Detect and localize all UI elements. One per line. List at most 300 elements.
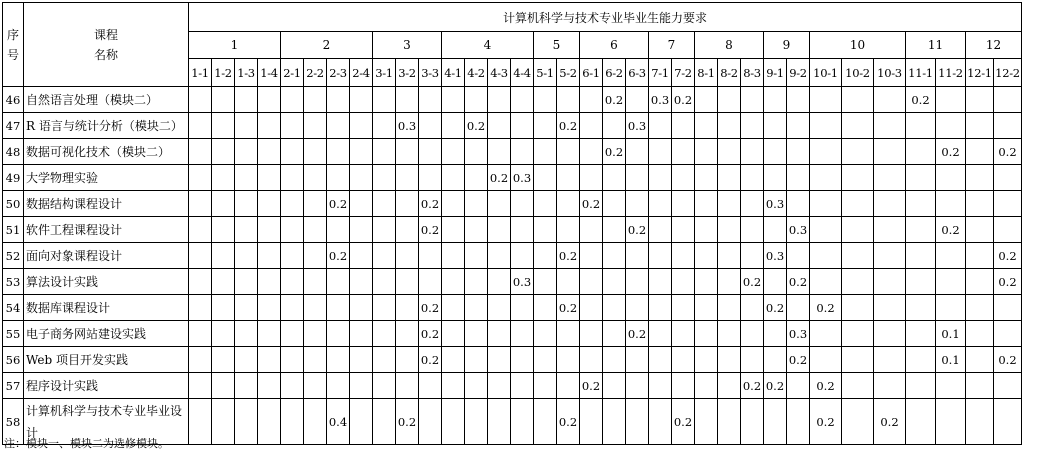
weight-cell: 0.2 [327, 191, 350, 217]
course-name: Web 项目开发实践 [24, 347, 189, 373]
weight-cell [442, 243, 465, 269]
weight-cell [695, 347, 718, 373]
weight-cell: 0.2 [419, 347, 442, 373]
weight-cell [936, 113, 966, 139]
weight-cell: 0.1 [936, 347, 966, 373]
weight-cell: 0.2 [603, 87, 626, 113]
weight-cell: 0.3 [764, 243, 787, 269]
weight-cell [258, 399, 281, 445]
weight-cell [373, 113, 396, 139]
weight-cell [603, 269, 626, 295]
weight-cell [994, 191, 1022, 217]
weight-cell [442, 321, 465, 347]
course-name: 算法设计实践 [24, 269, 189, 295]
weight-cell [764, 165, 787, 191]
table-row [3, 373, 1022, 399]
weight-cell: 0.3 [649, 87, 672, 113]
sub-requirement-header: 9-1 [764, 59, 787, 87]
weight-cell [842, 139, 874, 165]
weight-cell [419, 165, 442, 191]
sub-requirement-header: 10-1 [810, 59, 842, 87]
weight-cell [281, 321, 304, 347]
requirement-header: 7 [649, 32, 695, 59]
weight-cell [442, 191, 465, 217]
weight-cell [695, 321, 718, 347]
weight-cell [373, 321, 396, 347]
weight-cell [741, 217, 764, 243]
weight-cell [966, 347, 994, 373]
weight-cell [327, 347, 350, 373]
weight-cell [465, 269, 488, 295]
weight-cell [603, 295, 626, 321]
weight-cell: 0.3 [787, 217, 810, 243]
table-row [3, 295, 1022, 321]
sub-requirement-header: 4-2 [465, 59, 488, 87]
weight-cell [626, 269, 649, 295]
weight-cell [580, 399, 603, 445]
sub-requirement-header: 1-2 [212, 59, 235, 87]
weight-cell [842, 269, 874, 295]
weight-cell [465, 321, 488, 347]
table-row [3, 113, 1022, 139]
weight-cell [874, 295, 906, 321]
weight-cell [695, 191, 718, 217]
weight-cell [966, 243, 994, 269]
weight-cell [235, 347, 258, 373]
weight-cell [764, 399, 787, 445]
requirement-header: 4 [442, 32, 534, 59]
weight-cell [488, 269, 511, 295]
weight-cell [718, 347, 741, 373]
table-row [3, 139, 1022, 165]
weight-cell [511, 139, 534, 165]
weight-cell: 0.2 [580, 191, 603, 217]
weight-cell [580, 321, 603, 347]
weight-cell [842, 399, 874, 445]
weight-cell [327, 295, 350, 321]
weight-cell [741, 399, 764, 445]
weight-cell [649, 321, 672, 347]
sub-requirement-header: 11-1 [906, 59, 936, 87]
row-number: 58 [3, 399, 24, 445]
sub-requirement-header: 1-4 [258, 59, 281, 87]
weight-cell [419, 139, 442, 165]
weight-cell [488, 373, 511, 399]
weight-cell [212, 165, 235, 191]
weight-cell [235, 217, 258, 243]
course-name: 计算机科学与技术专业毕业设计 [24, 399, 189, 445]
weight-cell: 0.2 [419, 321, 442, 347]
weight-cell: 0.2 [603, 139, 626, 165]
course-name: 电子商务网站建设实践 [24, 321, 189, 347]
weight-cell [626, 399, 649, 445]
weight-cell [936, 295, 966, 321]
weight-cell [741, 321, 764, 347]
weight-cell [488, 139, 511, 165]
weight-cell [304, 139, 327, 165]
weight-cell [442, 347, 465, 373]
weight-cell [419, 87, 442, 113]
course-name: 程序设计实践 [24, 373, 189, 399]
sub-requirement-header: 1-3 [235, 59, 258, 87]
weight-cell [557, 165, 580, 191]
weight-cell [419, 243, 442, 269]
weight-cell [966, 191, 994, 217]
weight-cell [810, 243, 842, 269]
weight-cell [649, 113, 672, 139]
weight-cell [764, 347, 787, 373]
sub-requirement-header: 6-3 [626, 59, 649, 87]
weight-cell [327, 87, 350, 113]
weight-cell: 0.2 [741, 373, 764, 399]
weight-cell: 0.2 [626, 217, 649, 243]
sub-requirement-header: 3-3 [419, 59, 442, 87]
weight-cell: 0.2 [994, 269, 1022, 295]
weight-cell [874, 243, 906, 269]
weight-cell [649, 243, 672, 269]
table-row [3, 243, 1022, 269]
weight-cell [557, 321, 580, 347]
weight-cell [373, 165, 396, 191]
weight-cell [695, 113, 718, 139]
weight-cell [603, 399, 626, 445]
weight-cell [672, 139, 695, 165]
weight-cell [580, 243, 603, 269]
weight-cell [350, 399, 373, 445]
sub-requirement-header: 12-2 [994, 59, 1022, 87]
weight-cell [626, 139, 649, 165]
weight-cell: 0.2 [672, 399, 695, 445]
weight-cell [235, 165, 258, 191]
weight-cell [672, 373, 695, 399]
weight-cell [258, 243, 281, 269]
weight-cell [534, 269, 557, 295]
weight-cell: 0.2 [557, 295, 580, 321]
weight-cell [212, 373, 235, 399]
weight-cell [350, 295, 373, 321]
weight-cell [396, 347, 419, 373]
weight-cell [966, 373, 994, 399]
weight-cell [810, 347, 842, 373]
weight-cell [718, 269, 741, 295]
weight-cell [810, 113, 842, 139]
weight-cell [810, 321, 842, 347]
weight-cell [488, 321, 511, 347]
weight-cell [580, 165, 603, 191]
weight-cell [966, 399, 994, 445]
weight-cell [534, 295, 557, 321]
weight-cell [442, 87, 465, 113]
weight-cell [557, 269, 580, 295]
weight-cell [557, 191, 580, 217]
weight-cell [810, 269, 842, 295]
course-name: 数据可视化技术（模块二） [24, 139, 189, 165]
weight-cell [695, 399, 718, 445]
sub-requirement-header: 8-2 [718, 59, 741, 87]
weight-cell: 0.3 [396, 113, 419, 139]
weight-cell [842, 217, 874, 243]
weight-cell [189, 139, 212, 165]
weight-cell [649, 139, 672, 165]
weight-cell [488, 217, 511, 243]
weight-cell [304, 113, 327, 139]
sub-requirement-header: 5-1 [534, 59, 557, 87]
weight-cell [741, 191, 764, 217]
table-row [3, 347, 1022, 373]
weight-cell [626, 87, 649, 113]
weight-cell [874, 139, 906, 165]
weight-cell [874, 373, 906, 399]
requirement-header: 8 [695, 32, 764, 59]
weight-cell [442, 139, 465, 165]
weight-cell [626, 347, 649, 373]
weight-cell [580, 139, 603, 165]
weight-cell: 0.2 [810, 295, 842, 321]
weight-cell [787, 165, 810, 191]
weight-cell [842, 191, 874, 217]
weight-cell [649, 347, 672, 373]
weight-cell [906, 113, 936, 139]
weight-cell [350, 217, 373, 243]
weight-cell [994, 399, 1022, 445]
weight-cell: 0.3 [511, 269, 534, 295]
weight-cell: 0.2 [936, 139, 966, 165]
row-number: 47 [3, 113, 24, 139]
weight-cell [842, 243, 874, 269]
weight-cell [557, 347, 580, 373]
weight-cell [235, 113, 258, 139]
weight-cell: 0.2 [787, 269, 810, 295]
weight-cell [511, 217, 534, 243]
sub-requirement-header: 8-1 [695, 59, 718, 87]
weight-cell [741, 243, 764, 269]
weight-cell [465, 373, 488, 399]
weight-cell [258, 191, 281, 217]
weight-cell: 0.2 [741, 269, 764, 295]
weight-cell [327, 321, 350, 347]
weight-cell [373, 191, 396, 217]
weight-cell: 0.2 [580, 373, 603, 399]
weight-cell [304, 243, 327, 269]
row-number: 50 [3, 191, 24, 217]
weight-cell [874, 217, 906, 243]
row-number: 53 [3, 269, 24, 295]
weight-cell [327, 217, 350, 243]
weight-cell [649, 217, 672, 243]
weight-cell [764, 321, 787, 347]
weight-cell [235, 295, 258, 321]
weight-cell [189, 269, 212, 295]
weight-cell [511, 243, 534, 269]
weight-cell [787, 87, 810, 113]
weight-cell [874, 87, 906, 113]
weight-cell [350, 347, 373, 373]
weight-cell [603, 347, 626, 373]
course-name: R 语言与统计分析（模块二） [24, 113, 189, 139]
row-number: 56 [3, 347, 24, 373]
weight-cell [534, 373, 557, 399]
weight-cell [764, 113, 787, 139]
table-row [3, 217, 1022, 243]
weight-cell: 0.3 [764, 191, 787, 217]
weight-cell [966, 217, 994, 243]
weight-cell [874, 347, 906, 373]
sub-requirement-header: 4-4 [511, 59, 534, 87]
requirement-header: 1 [189, 32, 281, 59]
weight-cell [557, 87, 580, 113]
weight-cell [258, 321, 281, 347]
weight-cell [580, 347, 603, 373]
weight-cell [534, 165, 557, 191]
weight-cell [580, 269, 603, 295]
requirement-header: 3 [373, 32, 442, 59]
weight-cell [626, 373, 649, 399]
sub-requirement-header: 1-1 [189, 59, 212, 87]
weight-cell [442, 165, 465, 191]
weight-cell [994, 321, 1022, 347]
weight-cell [906, 191, 936, 217]
weight-cell [442, 295, 465, 321]
weight-cell [465, 165, 488, 191]
weight-cell [350, 373, 373, 399]
weight-cell [189, 347, 212, 373]
weight-cell [906, 165, 936, 191]
weight-cell [488, 295, 511, 321]
weight-cell [936, 87, 966, 113]
weight-cell [327, 269, 350, 295]
weight-cell [672, 165, 695, 191]
sub-requirement-header: 3-1 [373, 59, 396, 87]
weight-cell [442, 113, 465, 139]
weight-cell [626, 191, 649, 217]
row-number: 57 [3, 373, 24, 399]
weight-cell [396, 295, 419, 321]
weight-cell [626, 295, 649, 321]
weight-cell [741, 347, 764, 373]
weight-cell [465, 87, 488, 113]
sub-requirement-header: 8-3 [741, 59, 764, 87]
weight-cell [672, 113, 695, 139]
weight-cell [534, 87, 557, 113]
weight-cell [580, 217, 603, 243]
weight-cell: 0.2 [557, 243, 580, 269]
weight-cell [212, 243, 235, 269]
weight-cell [304, 87, 327, 113]
weight-cell [966, 269, 994, 295]
weight-cell [649, 269, 672, 295]
weight-cell [304, 347, 327, 373]
weight-cell [649, 191, 672, 217]
weight-cell: 0.4 [327, 399, 350, 445]
weight-cell [695, 217, 718, 243]
weight-cell [764, 139, 787, 165]
weight-cell [810, 139, 842, 165]
weight-cell: 0.3 [787, 321, 810, 347]
weight-cell [603, 113, 626, 139]
weight-cell [787, 191, 810, 217]
weight-cell [396, 217, 419, 243]
weight-cell [235, 139, 258, 165]
weight-cell [874, 269, 906, 295]
weight-cell [936, 243, 966, 269]
weight-cell [649, 165, 672, 191]
weight-cell [258, 347, 281, 373]
weight-cell [534, 191, 557, 217]
weight-cell: 0.2 [465, 113, 488, 139]
weight-cell [557, 373, 580, 399]
row-number: 48 [3, 139, 24, 165]
weight-cell [189, 243, 212, 269]
weight-cell [874, 321, 906, 347]
weight-cell [906, 217, 936, 243]
weight-cell [695, 295, 718, 321]
weight-cell [718, 139, 741, 165]
weight-cell [235, 321, 258, 347]
weight-cell [235, 191, 258, 217]
weight-cell [936, 373, 966, 399]
weight-cell [936, 165, 966, 191]
weight-cell [649, 295, 672, 321]
weight-cell [966, 113, 994, 139]
requirement-header: 11 [906, 32, 966, 59]
weight-cell: 0.2 [764, 295, 787, 321]
weight-cell [235, 269, 258, 295]
weight-cell [281, 373, 304, 399]
sub-requirement-header: 6-1 [580, 59, 603, 87]
weight-cell [672, 191, 695, 217]
weight-cell [235, 399, 258, 445]
weight-cell [906, 295, 936, 321]
weight-cell [966, 139, 994, 165]
weight-cell [373, 269, 396, 295]
weight-cell [350, 269, 373, 295]
weight-cell: 0.3 [511, 165, 534, 191]
weight-cell [281, 87, 304, 113]
requirement-header: 10 [810, 32, 906, 59]
weight-cell [189, 87, 212, 113]
weight-cell [695, 243, 718, 269]
weight-cell [396, 243, 419, 269]
weight-cell [695, 139, 718, 165]
weight-cell: 0.2 [626, 321, 649, 347]
table-row [3, 165, 1022, 191]
weight-cell: 0.2 [994, 139, 1022, 165]
weight-cell [304, 165, 327, 191]
weight-cell [488, 399, 511, 445]
weight-cell [994, 217, 1022, 243]
weight-cell [350, 191, 373, 217]
weight-cell [350, 165, 373, 191]
weight-cell [304, 269, 327, 295]
weight-cell [511, 113, 534, 139]
weight-cell [557, 139, 580, 165]
weight-cell [557, 217, 580, 243]
sub-requirement-header: 2-2 [304, 59, 327, 87]
weight-cell [350, 321, 373, 347]
weight-cell [488, 347, 511, 373]
weight-cell [350, 113, 373, 139]
weight-cell [212, 399, 235, 445]
weight-cell: 0.2 [936, 217, 966, 243]
table-title: 计算机科学与技术专业毕业生能力要求 [189, 3, 1022, 32]
weight-cell [741, 295, 764, 321]
weight-cell [212, 87, 235, 113]
weight-cell [258, 165, 281, 191]
weight-cell: 0.3 [626, 113, 649, 139]
weight-cell [534, 139, 557, 165]
weight-cell [906, 373, 936, 399]
weight-cell [842, 373, 874, 399]
